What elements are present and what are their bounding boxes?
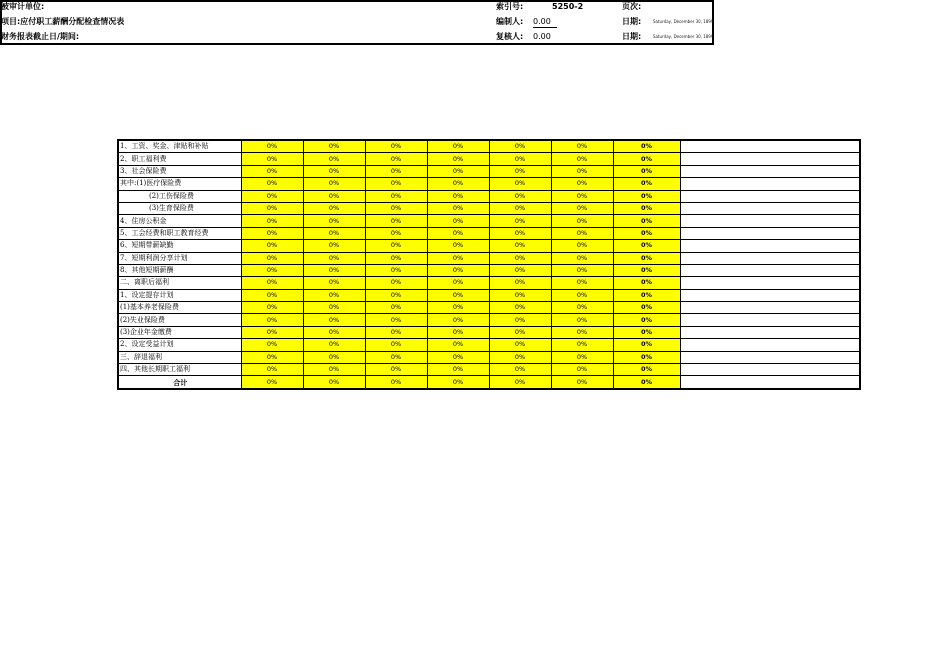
percent-cell[interactable]: 0% xyxy=(613,364,680,376)
reviewer-value: 0.00 xyxy=(533,32,551,41)
percent-cell[interactable]: 0% xyxy=(365,252,427,264)
index-label: 索引号: xyxy=(496,2,524,11)
percent-cell[interactable]: 0% xyxy=(303,202,365,214)
percent-cell[interactable]: 0% xyxy=(613,302,680,314)
percent-cell[interactable]: 0% xyxy=(551,277,613,289)
blank-cell[interactable] xyxy=(680,227,860,239)
percent-cell[interactable]: 0% xyxy=(613,165,680,177)
row-label: 2、设定受益计划 xyxy=(118,339,241,351)
blank-cell[interactable] xyxy=(680,215,860,227)
table-row xyxy=(118,302,860,314)
percent-cell[interactable]: 0% xyxy=(613,240,680,252)
table-row xyxy=(118,227,860,239)
table-row xyxy=(118,153,860,165)
percent-cell[interactable]: 0% xyxy=(303,277,365,289)
percent-cell[interactable]: 0% xyxy=(489,215,551,227)
percent-cell[interactable]: 0% xyxy=(303,351,365,363)
index-value: 5250-2 xyxy=(552,2,584,11)
percent-cell[interactable]: 0% xyxy=(489,140,551,153)
percent-cell[interactable]: 0% xyxy=(303,215,365,227)
blank-cell[interactable] xyxy=(680,140,860,153)
percent-cell[interactable]: 0% xyxy=(241,140,303,153)
percent-cell[interactable]: 0% xyxy=(365,240,427,252)
percent-cell[interactable]: 0% xyxy=(613,215,680,227)
percent-cell[interactable]: 0% xyxy=(427,140,489,153)
table-row xyxy=(118,215,860,227)
percent-cell[interactable]: 0% xyxy=(489,202,551,214)
table-row xyxy=(118,364,860,376)
percent-cell[interactable]: 0% xyxy=(551,326,613,338)
percent-cell[interactable]: 0% xyxy=(613,314,680,326)
percent-cell[interactable]: 0% xyxy=(489,314,551,326)
percent-cell[interactable]: 0% xyxy=(551,202,613,214)
percent-cell[interactable]: 0% xyxy=(365,364,427,376)
percent-cell[interactable]: 0% xyxy=(303,314,365,326)
blank-cell[interactable] xyxy=(680,314,860,326)
percent-cell[interactable]: 0% xyxy=(427,153,489,165)
percent-cell[interactable]: 0% xyxy=(489,351,551,363)
percent-cell[interactable]: 0% xyxy=(551,190,613,202)
percent-cell[interactable]: 0% xyxy=(303,178,365,190)
percent-cell[interactable]: 0% xyxy=(241,153,303,165)
percent-cell[interactable]: 0% xyxy=(427,289,489,301)
percent-cell[interactable]: 0% xyxy=(613,178,680,190)
percent-cell[interactable]: 0% xyxy=(427,202,489,214)
table-row xyxy=(118,289,860,301)
percent-cell[interactable]: 0% xyxy=(613,227,680,239)
percent-cell[interactable]: 0% xyxy=(489,190,551,202)
percent-cell[interactable]: 0% xyxy=(303,227,365,239)
row-label: (2)工伤保险费 xyxy=(118,190,241,202)
row-label: 二、离职后福利 xyxy=(118,277,241,289)
total-row xyxy=(118,376,860,389)
header-box xyxy=(0,0,714,45)
percent-cell[interactable]: 0% xyxy=(241,326,303,338)
percent-cell[interactable]: 0% xyxy=(303,153,365,165)
percent-cell[interactable]: 0% xyxy=(427,339,489,351)
percent-cell[interactable]: 0% xyxy=(489,364,551,376)
percent-cell[interactable]: 0% xyxy=(241,314,303,326)
table-row xyxy=(118,202,860,214)
table-row xyxy=(118,252,860,264)
row-label: 8、其他短期薪酬 xyxy=(118,264,241,276)
table-row xyxy=(118,326,860,338)
percent-cell[interactable]: 0% xyxy=(427,240,489,252)
blank-cell[interactable] xyxy=(680,190,860,202)
row-label: 6、短期带薪缺勤 xyxy=(118,240,241,252)
blank-cell[interactable] xyxy=(680,277,860,289)
percent-cell[interactable]: 0% xyxy=(489,264,551,276)
percent-cell[interactable]: 0% xyxy=(241,165,303,177)
percent-cell[interactable]: 0% xyxy=(427,314,489,326)
blank-cell[interactable] xyxy=(680,364,860,376)
percent-cell[interactable]: 0% xyxy=(489,178,551,190)
percent-cell[interactable]: 0% xyxy=(241,240,303,252)
percent-cell[interactable]: 0% xyxy=(551,314,613,326)
percent-cell[interactable]: 0% xyxy=(551,351,613,363)
percent-cell[interactable]: 0% xyxy=(241,277,303,289)
percent-cell[interactable]: 0% xyxy=(551,227,613,239)
percent-cell[interactable]: 0% xyxy=(303,240,365,252)
date-value-1: Saturday, December 30, 1899 xyxy=(653,19,714,24)
salary-allocation-table xyxy=(117,139,861,390)
percent-cell[interactable]: 0% xyxy=(241,339,303,351)
percent-cell[interactable]: 0% xyxy=(241,289,303,301)
percent-cell[interactable]: 0% xyxy=(489,302,551,314)
percent-cell[interactable]: 0% xyxy=(613,277,680,289)
blank-cell[interactable] xyxy=(680,289,860,301)
percent-cell[interactable]: 0% xyxy=(241,302,303,314)
percent-cell[interactable]: 0% xyxy=(365,190,427,202)
percent-cell[interactable]: 0% xyxy=(427,190,489,202)
total-label: 合计 xyxy=(118,376,241,389)
table-row xyxy=(118,277,860,289)
percent-cell[interactable]: 0% xyxy=(303,165,365,177)
percent-cell[interactable]: 0% xyxy=(613,202,680,214)
percent-cell[interactable]: 0% xyxy=(303,140,365,153)
table-row xyxy=(118,314,860,326)
blank-cell[interactable] xyxy=(680,264,860,276)
period-label: 财务报表截止日/期间: xyxy=(1,32,80,41)
percent-cell[interactable]: 0% xyxy=(365,215,427,227)
percent-cell[interactable]: 0% xyxy=(303,264,365,276)
row-label: (2)失业保险费 xyxy=(118,314,241,326)
percent-cell[interactable]: 0% xyxy=(427,376,489,389)
percent-cell[interactable]: 0% xyxy=(489,277,551,289)
percent-cell[interactable]: 0% xyxy=(613,153,680,165)
percent-cell[interactable]: 0% xyxy=(613,326,680,338)
percent-cell[interactable]: 0% xyxy=(427,252,489,264)
table-row xyxy=(118,240,860,252)
reviewer-label: 复核人: xyxy=(496,32,524,41)
row-label: 7、短期利润分享计划 xyxy=(118,252,241,264)
percent-cell[interactable]: 0% xyxy=(613,264,680,276)
row-label: 1、设定提存计划 xyxy=(118,289,241,301)
percent-cell[interactable]: 0% xyxy=(427,215,489,227)
percent-cell[interactable]: 0% xyxy=(427,178,489,190)
percent-cell[interactable]: 0% xyxy=(241,202,303,214)
percent-cell[interactable]: 0% xyxy=(551,140,613,153)
percent-cell[interactable]: 0% xyxy=(489,376,551,389)
percent-cell[interactable]: 0% xyxy=(613,289,680,301)
percent-cell[interactable]: 0% xyxy=(551,376,613,389)
blank-cell[interactable] xyxy=(680,326,860,338)
percent-cell[interactable]: 0% xyxy=(551,264,613,276)
percent-cell[interactable]: 0% xyxy=(613,351,680,363)
percent-cell[interactable]: 0% xyxy=(365,339,427,351)
percent-cell[interactable]: 0% xyxy=(241,252,303,264)
percent-cell[interactable]: 0% xyxy=(365,289,427,301)
percent-cell[interactable]: 0% xyxy=(241,178,303,190)
table-row xyxy=(118,264,860,276)
percent-cell[interactable]: 0% xyxy=(427,302,489,314)
percent-cell[interactable]: 0% xyxy=(427,351,489,363)
percent-cell[interactable]: 0% xyxy=(365,202,427,214)
percent-cell[interactable]: 0% xyxy=(427,277,489,289)
percent-cell[interactable]: 0% xyxy=(241,215,303,227)
table-row xyxy=(118,351,860,363)
percent-cell[interactable]: 0% xyxy=(551,178,613,190)
percent-cell[interactable]: 0% xyxy=(241,376,303,389)
date-label-1: 日期: xyxy=(622,17,642,26)
percent-cell[interactable]: 0% xyxy=(365,376,427,389)
blank-cell[interactable] xyxy=(680,153,860,165)
date-value-2: Saturday, December 30, 1899 xyxy=(653,34,714,39)
percent-cell[interactable]: 0% xyxy=(303,326,365,338)
percent-cell[interactable]: 0% xyxy=(489,165,551,177)
table-row xyxy=(118,140,860,153)
percent-cell[interactable]: 0% xyxy=(551,153,613,165)
date-label-2: 日期: xyxy=(622,32,642,41)
row-label: 三、辞退福利 xyxy=(118,351,241,363)
percent-cell[interactable]: 0% xyxy=(365,178,427,190)
audited-unit-label: 被审计单位: xyxy=(1,2,45,11)
percent-cell[interactable]: 0% xyxy=(303,339,365,351)
percent-cell[interactable]: 0% xyxy=(427,364,489,376)
percent-cell[interactable]: 0% xyxy=(365,165,427,177)
percent-cell[interactable]: 0% xyxy=(303,252,365,264)
percent-cell[interactable]: 0% xyxy=(241,227,303,239)
percent-cell[interactable]: 0% xyxy=(613,376,680,389)
percent-cell[interactable]: 0% xyxy=(241,190,303,202)
blank-cell[interactable] xyxy=(680,202,860,214)
percent-cell[interactable]: 0% xyxy=(303,289,365,301)
percent-cell[interactable]: 0% xyxy=(365,153,427,165)
page-label: 页次: xyxy=(622,2,642,11)
table-row xyxy=(118,165,860,177)
blank-cell[interactable] xyxy=(680,339,860,351)
row-label: (3)生育保险费 xyxy=(118,202,241,214)
percent-cell[interactable]: 0% xyxy=(613,339,680,351)
blank-cell[interactable] xyxy=(680,376,860,389)
percent-cell[interactable]: 0% xyxy=(241,364,303,376)
percent-cell[interactable]: 0% xyxy=(303,302,365,314)
percent-cell[interactable]: 0% xyxy=(551,302,613,314)
row-label: 1、工资、奖金、津贴和补贴 xyxy=(118,140,241,153)
percent-cell[interactable]: 0% xyxy=(241,351,303,363)
percent-cell[interactable]: 0% xyxy=(365,314,427,326)
percent-cell[interactable]: 0% xyxy=(489,227,551,239)
percent-cell[interactable]: 0% xyxy=(303,376,365,389)
percent-cell[interactable]: 0% xyxy=(613,140,680,153)
percent-cell[interactable]: 0% xyxy=(303,190,365,202)
percent-cell[interactable]: 0% xyxy=(427,227,489,239)
percent-cell[interactable]: 0% xyxy=(551,215,613,227)
percent-cell[interactable]: 0% xyxy=(427,264,489,276)
percent-cell[interactable]: 0% xyxy=(489,252,551,264)
percent-cell[interactable]: 0% xyxy=(427,326,489,338)
percent-cell[interactable]: 0% xyxy=(365,351,427,363)
percent-cell[interactable]: 0% xyxy=(427,165,489,177)
row-label: (1)基本养老保险费 xyxy=(118,302,241,314)
row-label: 3、社会保险费 xyxy=(118,165,241,177)
percent-cell[interactable]: 0% xyxy=(365,227,427,239)
row-label: 4、住房公积金 xyxy=(118,215,241,227)
blank-cell[interactable] xyxy=(680,165,860,177)
blank-cell[interactable] xyxy=(680,351,860,363)
percent-cell[interactable]: 0% xyxy=(551,165,613,177)
percent-cell[interactable]: 0% xyxy=(365,277,427,289)
blank-cell[interactable] xyxy=(680,178,860,190)
row-label: 四、其他长期职工福利 xyxy=(118,364,241,376)
percent-cell[interactable]: 0% xyxy=(613,252,680,264)
preparer-value: 0.00 xyxy=(533,17,557,28)
blank-cell[interactable] xyxy=(680,252,860,264)
percent-cell[interactable]: 0% xyxy=(241,264,303,276)
percent-cell[interactable]: 0% xyxy=(551,289,613,301)
percent-cell[interactable]: 0% xyxy=(365,264,427,276)
percent-cell[interactable]: 0% xyxy=(489,339,551,351)
blank-cell[interactable] xyxy=(680,240,860,252)
percent-cell[interactable]: 0% xyxy=(365,140,427,153)
row-label: 其中:(1)医疗保险费 xyxy=(118,178,241,190)
percent-cell[interactable]: 0% xyxy=(365,302,427,314)
percent-cell[interactable]: 0% xyxy=(551,252,613,264)
row-label: 2、职工福利费 xyxy=(118,153,241,165)
row-label: (3)企业年金缴费 xyxy=(118,326,241,338)
percent-cell[interactable]: 0% xyxy=(489,326,551,338)
percent-cell[interactable]: 0% xyxy=(551,339,613,351)
preparer-label: 编制人: xyxy=(496,17,524,26)
table-row xyxy=(118,190,860,202)
percent-cell[interactable]: 0% xyxy=(489,240,551,252)
percent-cell[interactable]: 0% xyxy=(551,240,613,252)
percent-cell[interactable]: 0% xyxy=(365,326,427,338)
table-row xyxy=(118,178,860,190)
percent-cell[interactable]: 0% xyxy=(613,190,680,202)
percent-cell[interactable]: 0% xyxy=(551,364,613,376)
row-label: 5、工会经费和职工教育经费 xyxy=(118,227,241,239)
project-title: 项目:应付职工薪酬分配检查情况表 xyxy=(1,17,125,26)
blank-cell[interactable] xyxy=(680,302,860,314)
percent-cell[interactable]: 0% xyxy=(489,289,551,301)
percent-cell[interactable]: 0% xyxy=(303,364,365,376)
table-row xyxy=(118,339,860,351)
percent-cell[interactable]: 0% xyxy=(489,153,551,165)
